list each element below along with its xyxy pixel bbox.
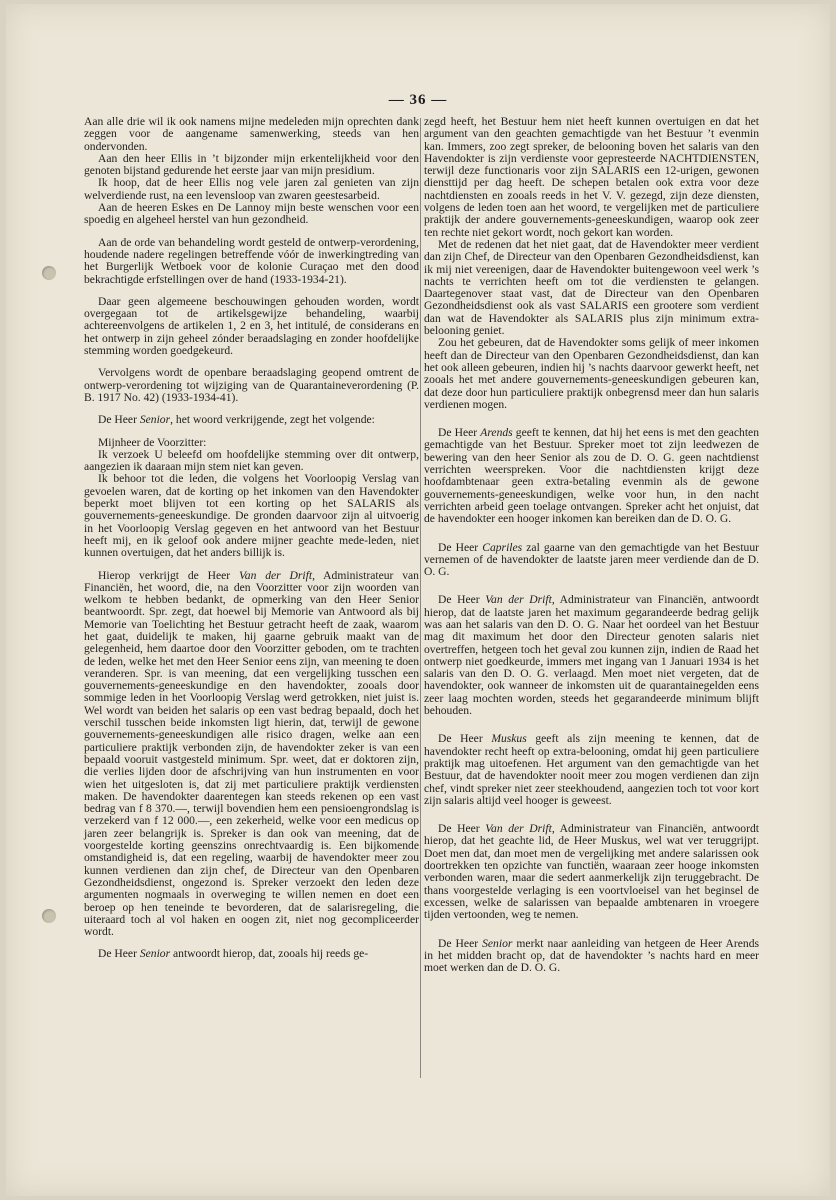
column-divider bbox=[420, 118, 421, 1078]
paragraph-text: De Heer bbox=[438, 936, 483, 950]
speaker-name: Senior bbox=[139, 947, 171, 961]
paragraph-text: geeft te kennen, dat hij het eens is met den geachten gemachtigde van het Bestuur. Spreker moet tot zijn leedwezen de bewering van den heer Senior als zou de D. O. G. geen nachtdienst verrichten weerspreken. Voor die nachtdiensten krijgt deze hoofdambtenaar geen extra-betaling evenmin als de gewone gouvernements-geneeskundigen, welke voor hun, in den nacht verrichten arbeid geen toelage ontvangen. Spreker acht het onjuist, dat de havendokter een hooger inkomen kan bereiken dan de D. O. G. bbox=[424, 426, 759, 526]
paragraph-text: Zou het gebeuren, dat de Havendokter soms gelijk of meer inkomen heeft dan de Directeur van den Openbaren Gezondheidsdienst, dan kan het ook alleen gebeuren, indien hij ’s nachts daarvoor gewerkt heeft, net zooals het met andere gouvernements-geneeskundigen gebeuren kan, dat deze door hun particuliere praktijk onbegrensd meer dan hun salaris verdienen mogen. bbox=[424, 336, 759, 411]
paragraph bbox=[424, 823, 759, 921]
paragraph bbox=[84, 177, 419, 202]
paragraph bbox=[84, 414, 419, 426]
paragraph bbox=[84, 116, 419, 153]
paragraph-text: zegd heeft, het Bestuur hem niet heeft kunnen overtuigen en dat het argument van den geachten gemachtigde van het Bestuur ’t evenmin kan. Immers, zoo zegt spreker, de belooning boven het salaris van den Havendokter is zijn verdienste voor gepresteerde NACHTDIENSTEN, terwijl deze functionaris voor zijn SALARIS een 12-urigen, gewonen diensttijd per dag heeft. De schepen betalen ook extra voor deze nachtdiensten en zooals reeds in het V. V. gezegd, zijn deze diensten, volgens de leden toen aan het woord, te vergelijken met de particuliere praktijk der andere gouvernements-geneeskundigen, waarop ook zeer ten rechte niet gekort wordt, noch gekort kan worden. bbox=[424, 115, 759, 239]
paragraph bbox=[424, 239, 759, 337]
page-number: — 36 — bbox=[388, 92, 448, 108]
paragraph bbox=[84, 948, 419, 960]
paragraph-text: Ik hoop, dat de heer Ellis nog vele jaren zal genieten van zijn welverdiende rust, na een levensloop van zwaren geestesarbeid. bbox=[84, 176, 419, 202]
paragraph-text: Daar geen algemeene beschouwingen gehouden worden, wordt overgegaan tot de artikelsgewijze behandeling, waarbij achtereenvolgens de artikelen 1, 2 en 3, het intitulé, de considerans en het ontwerp in zijn geheel zónder beraadslaging en zonder hoofdelijke stemming worden goedgekeurd. bbox=[84, 294, 419, 358]
paragraph-text: De Heer bbox=[438, 732, 492, 746]
paragraph-text: , Administrateur van Financiën, antwoordt hierop, dat het geachte lid, de Heer Muskus, wel wat ver teruggrijpt. Doet men dat, dan moet men de vergelijking met andere salarissen ook doortrekken ten opzichte van functiën, waaraan zeer hooge inkomsten verbonden waren, maar die sedert aanmerkelijk zijn teruggebracht. De thans voorgestelde verlaging is een voortvloeisel van het beginsel de excessen, welke de salarissen van bepaalde ambtenaren in vroegere tijden vertoonden, weg te nemen. bbox=[424, 822, 759, 922]
paragraph bbox=[84, 237, 419, 286]
paragraph-text: Ik verzoek U beleefd om hoofdelijke stemming over dit ontwerp, aangezien ik daaraan mijn stem niet kan geven. bbox=[84, 447, 419, 474]
paragraph-text: Hierop verkrijgt de Heer bbox=[98, 568, 239, 582]
paragraph-text: De Heer bbox=[438, 540, 483, 554]
speaker-name: Capriles bbox=[482, 540, 523, 554]
paragraph-text: Met de redenen dat het niet gaat, dat de Havendokter meer verdient dan zijn Chef, de Directeur van den Openbaren Gezondheidsdienst, kan ik mij niet vereenigen, daar de Havendokter buitengewoon veel werk ’s nachts te verrichten heeft om tot die verdiensten te gelangen. Daartegenover staat vast, dat de Directeur van den Openbaren Gezondheidsdienst ook als vast SALARIS een grootere som verdient dan wat de Havendokter als SALARIS plus zijn minimum extra-belooning geniet. bbox=[424, 237, 759, 338]
paragraph bbox=[84, 296, 419, 357]
paragraph bbox=[424, 337, 759, 411]
paragraph bbox=[424, 938, 759, 975]
speaker-name: Van der Drift bbox=[485, 822, 552, 836]
paragraph-text: De Heer bbox=[438, 593, 486, 607]
paragraph bbox=[424, 594, 759, 717]
paragraph-text: Mijnheer de Voorzitter: bbox=[98, 435, 207, 449]
paragraph bbox=[84, 153, 419, 178]
paragraph-text: De Heer bbox=[98, 413, 140, 427]
paragraph bbox=[424, 427, 759, 525]
paragraph-text: Aan alle drie wil ik ook namens mijne medeleden mijn oprechten dank zeggen voor de aangename samenwerking, steeds van hen ondervonden. bbox=[84, 115, 419, 153]
punch-hole bbox=[42, 909, 56, 923]
paragraph bbox=[84, 367, 419, 404]
paragraph-text: Aan de orde van behandeling wordt gesteld de ontwerp-verordening, houdende nadere regelingen betreffende vóór de inwerkingtreding van het Burgerlijk Wetboek voor de kolonie Curaçao met den dood bekrachtigde erfstellingen over de hand (1933-1934-21). bbox=[84, 235, 419, 286]
paragraph-text: , Administrateur van Financiën, antwoordt hierop, dat de laatste jaren het maximum gegarandeerde bedrag gelijk was aan het salaris van den D. O. G. Naar het oordeel van het Bestuur mag dit maximum het door den Directeur genoten salaris niet overtreffen, hetgeen toch het geval zou kunnen zijn, indien de Raad het ontwerp niet goedkeurde, immers met ingang van 1 Januari 1934 is het salaris van den D. O. G. verlaagd. Men moet niet vergeten, dat de havendokter, ook wanneer de inkomsten uit de quarantainegelden eens zeer laag mochten worden, steeds het gegarandeerde minimum blijft behouden. bbox=[424, 593, 759, 718]
paragraph-text: Vervolgens wordt de openbare beraadslaging geopend omtrent de ontwerp-verordening tot wijziging van de Quarantaineverordening (P. B. 1917 No. 42) (1933-1934-41). bbox=[84, 366, 419, 404]
paragraph-text: , Administrateur van Financiën, het woord, die, na den Voorzitter voor zijn woorden van welkom te hebben bedankt, de opmerking van den Heer Senior beantwoordt. Spr. zegt, dat hoewel bij Memorie van Antwoord als bij Memorie van Toelichting het Bestuur getracht heeft de zaak, waarom het gaat, duidelijk te maken, hij gaarne gebruik maakt van de gelegenheid, hem daartoe door den Voorzitter geboden, om te trachten de leden, welke het met den Heer Senior eens zijn, van meening te doen veranderen. Spr. is van meening, dat een vergelijking tusschen een gouvernements-geneeskundige en den havendokter, zooals door sommige leden in het Voorloopig Verslag werd getrokken, niet juist is. Wel wordt van beiden het salaris op een vast bedrag bepaald, doch het verschil tusschen beide inkomsten ligt hierin, dat, terwijl de gewone gouvernements-geneeskundigen alle risico dragen, welke aan een particuliere praktijk verbonden zijn, de havendokter zeker is van een bepaald vooruit vastgesteld minimum. Spr. weet, dat er doktoren zijn, die verlies lijden door de afschrijving van hun instrumenten en voor wien het uitgesloten is, dat zij met particuliere praktijk verdiensten maken. De havendokter daarentegen kan steeds rekenen op een vast bedrag van f 8 370.—, terwijl bovendien hem een pensioengrondslag is verzekerd van f 12 000.—, een zekerheid, welke voor een medicus op jaren zeer belangrijk is. Spreker is dan ook van meening, dat de voorgestelde korting geenszins onrechtvaardig is. Een bijkomende omstandigheid is, dat een regeling, waarbij de havendokter meer zou kunnen verdienen dan zijn chef, de Directeur van den Openbaren Gezondheidsdienst, ongezond is. Spreker verzoekt den leden deze argumenten nogmaals in overweging te willen nemen en doet een beroep op hen teneinde te bevorderen, dat de salarisregeling, die uiteraard toch al vol haken en oogen zit, niet nog gecompliceerder wordt. bbox=[84, 568, 419, 939]
paragraph bbox=[84, 202, 419, 227]
paragraph-text: Aan de heeren Eskes en De Lannoy mijn beste wenschen voor een spoedig en algeheel herstel van hun gezondheid. bbox=[84, 201, 419, 227]
paragraph-text: De Heer bbox=[438, 426, 481, 440]
paragraph-text: antwoordt hierop, dat, zooals hij reeds ge- bbox=[170, 947, 369, 961]
paragraph bbox=[424, 116, 759, 239]
right-column bbox=[424, 116, 759, 974]
speaker-name: Muskus bbox=[491, 732, 527, 746]
paragraph-text: zal gaarne van den gemachtigde van het Bestuur vernemen of de havendokter de laatste jaren meer verdiende dan de D. O. G. bbox=[424, 540, 759, 579]
left-column bbox=[84, 116, 419, 961]
paragraph-text: Ik behoor tot die leden, die volgens het Voorloopig Verslag van gevoelen waren, dat de korting op het inkomen van den Havendokter beperkt moet blijven tot een korting op het SALARIS als gouvernements-geneeskundige. De gronden daarvoor zijn al uitvoerig in het Voorloopig Verslag gegeven en het antwoord van het Bestuur heeft mij, en ik geloof ook andere mijner geachte mede-leden, niet kunnen overtuigen, dat het anders billijk is. bbox=[84, 472, 419, 560]
paragraph-text: merkt naar aanleiding van hetgeen de Heer Arends in het midden bracht op, dat de havendokter ’s nachts hard en meer moet werken dan de D. O. G. bbox=[424, 936, 759, 975]
speaker-name: Senior bbox=[139, 413, 171, 427]
paragraph bbox=[424, 733, 759, 807]
paragraph-text: De Heer bbox=[98, 947, 140, 961]
paragraph bbox=[84, 473, 419, 559]
paragraph bbox=[84, 570, 419, 939]
punch-hole bbox=[42, 266, 56, 280]
speaker-name: Van der Drift bbox=[238, 568, 313, 582]
paragraph-text: , het woord verkrijgende, zegt het volgende: bbox=[170, 413, 375, 427]
speaker-name: Senior bbox=[482, 936, 513, 950]
paragraph bbox=[424, 542, 759, 579]
paragraph-text: geeft als zijn meening te kennen, dat de havendokter recht heeft op extra-belooning, omdat hij geen particuliere praktijk mag uitoefenen. Het argument van den gemachtigde van het Bestuur, dat de havendokter nooit meer zou mogen verdienen dan zijn chef, vindt spreker niet zeer steekhoudend, aangezien toch tot voor kort zijn salaris altijd veel hooger is geweest. bbox=[424, 732, 759, 807]
paragraph-text: De Heer bbox=[438, 822, 486, 836]
paragraph-text: Aan den heer Ellis in ’t bijzonder mijn erkentelijkheid voor den genoten bijstand gedurende het eerste jaar van mijn presidium. bbox=[84, 151, 419, 178]
speaker-name: Van der Drift bbox=[485, 593, 552, 607]
speaker-name: Arends bbox=[480, 426, 513, 440]
paragraph bbox=[84, 449, 419, 474]
